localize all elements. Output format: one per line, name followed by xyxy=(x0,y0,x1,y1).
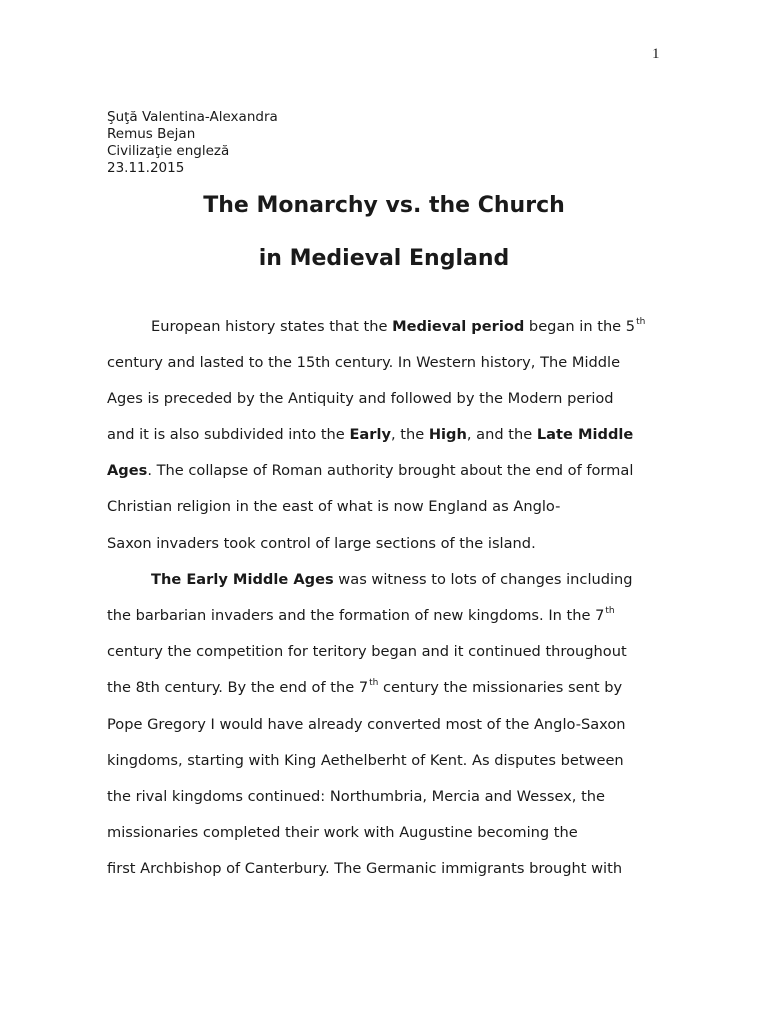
body-line-16: first Archbishop of Canterbury. The Germanic immigrants brought with xyxy=(107,860,623,877)
body-line-9: the barbarian invaders and the formation of new kingdoms. In the 7th xyxy=(107,606,615,624)
body-line-13: kingdoms, starting with King Aethelberht of Kent. As disputes between xyxy=(107,752,624,769)
header-block xyxy=(107,109,278,177)
body-line-7: Saxon invaders took control of large sections of the island. xyxy=(107,535,536,552)
body-line-8: The Early Middle Ages was witness to lots of changes including xyxy=(151,571,633,588)
body-line-5: Ages. The collapse of Roman authority brought about the end of formal xyxy=(107,462,634,479)
body-line-2: century and lasted to the 15th century. In Western history, The Middle xyxy=(107,354,621,371)
page-number: 1 xyxy=(652,46,660,62)
body-line-4: and it is also subdivided into the Early, the High, and the Late Middle xyxy=(107,426,634,443)
body-line-1: European history states that the Medieval period began in the 5th xyxy=(151,317,646,335)
title-line-1: The Monarchy vs. the Church xyxy=(203,193,565,218)
body-line-11: the 8th century. By the end of the 7th century the missionaries sent by xyxy=(107,678,623,696)
body-line-14: the rival kingdoms continued: Northumbria, Mercia and Wessex, the xyxy=(107,788,606,805)
body-line-10: century the competition for teritory began and it continued throughout xyxy=(107,643,627,660)
body-line-15: missionaries completed their work with Augustine becoming the xyxy=(107,824,578,841)
document-date: 23.11.2015 xyxy=(107,160,185,176)
author-name: Şuţă Valentina-Alexandra xyxy=(107,109,278,125)
title-line-2: in Medieval England xyxy=(258,246,510,271)
body-line-12: Pope Gregory I would have already converted most of the Anglo-Saxon xyxy=(107,716,626,733)
course-name: Civilizaţie engleză xyxy=(107,143,230,159)
body-line-3: Ages is preceded by the Antiquity and followed by the Modern period xyxy=(107,390,614,407)
body-line-6: Christian religion in the east of what is now England as Anglo- xyxy=(107,498,561,515)
teacher-name: Remus Bejan xyxy=(107,126,196,142)
